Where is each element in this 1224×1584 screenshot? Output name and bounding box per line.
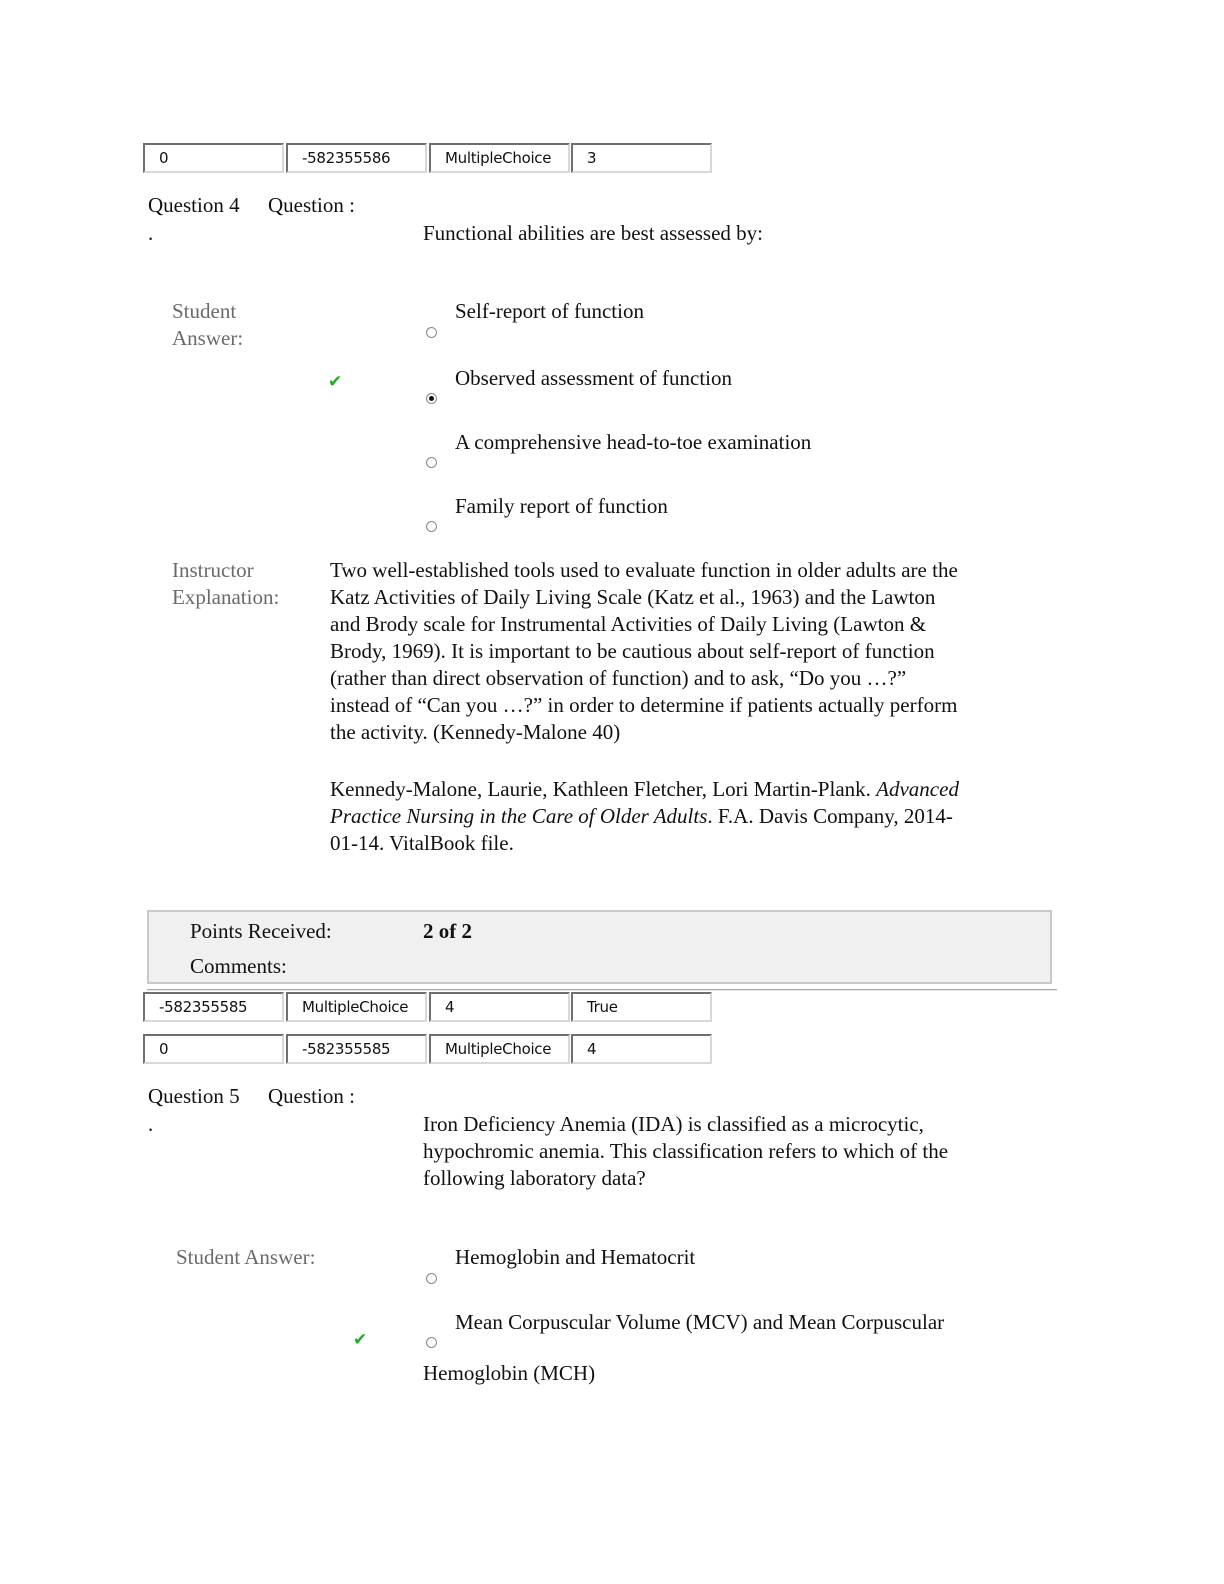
points-received-value: 2 of 2 [423, 919, 472, 943]
question-4-label: Question : [268, 193, 355, 217]
field-row1-col1[interactable]: 0 [143, 143, 284, 173]
field-row1-col2[interactable]: -582355586 [286, 143, 427, 173]
field-row2-col1[interactable]: -582355585 [143, 992, 284, 1022]
q4-option-3-radio[interactable] [426, 457, 437, 468]
field-row3-col1[interactable]: 0 [143, 1034, 284, 1064]
question-4-dot: . [148, 221, 154, 245]
field-row3-col4[interactable]: 4 [571, 1034, 712, 1064]
field-row2-col3[interactable]: 4 [429, 992, 570, 1022]
question-5-dot: . [148, 1112, 154, 1136]
q4-option-1-label: Self-report of function [455, 299, 644, 323]
q5-student-answer-label: Student Answer: [176, 1245, 316, 1269]
comments-label: Comments: [190, 954, 287, 978]
q5-option-1-radio[interactable] [426, 1273, 437, 1284]
q5-correct-check-icon: ✔ [353, 1330, 368, 1350]
q5-option-2-label: Mean Corpuscular Volume (MCV) and Mean Corpuscular [455, 1310, 945, 1334]
q4-option-1-radio[interactable] [426, 327, 437, 338]
field-row1-col4[interactable]: 3 [571, 143, 712, 173]
q4-option-4-radio[interactable] [426, 521, 437, 532]
q5-option-1-label: Hemoglobin and Hematocrit [455, 1245, 696, 1269]
q4-option-2-label: Observed assessment of function [455, 366, 733, 390]
question-5-text: Iron Deficiency Anemia (IDA) is classified as a microcytic, hypochromic anemia. This classification refers to which of the following laboratory data? [423, 1112, 949, 1190]
citation: Kennedy-Malone, Laurie, Kathleen Fletcher, Lori Martin-Plank. Advanced Practice Nursing in the Care of Older Adults. F.A. Davis Company, 2014- 01-14. VitalBook file. [330, 777, 959, 855]
question-4-text: Functional abilities are best assessed by: [423, 221, 764, 245]
q4-option-4-label: Family report of function [455, 494, 668, 518]
student-answer-label: Student Answer: [172, 299, 244, 350]
field-row2-col2[interactable]: MultipleChoice [286, 992, 427, 1022]
q4-option-3-label: A comprehensive head-to-toe examination [455, 430, 812, 454]
field-row3-col3[interactable]: MultipleChoice [429, 1034, 570, 1064]
question-4-number: Question 4 [148, 193, 240, 217]
field-row3-col2[interactable]: -582355585 [286, 1034, 427, 1064]
correct-check-icon: ✔ [328, 372, 343, 392]
instructor-explanation-label: Instructor Explanation: [172, 558, 280, 609]
q4-option-2-radio[interactable] [426, 393, 437, 404]
q5-option-2-radio[interactable] [426, 1337, 437, 1348]
field-row2-col4[interactable]: True [571, 992, 712, 1022]
points-received-label: Points Received: [190, 919, 332, 943]
question-5-number: Question 5 [148, 1084, 240, 1108]
question-5-label: Question : [268, 1084, 355, 1108]
field-row1-col3[interactable]: MultipleChoice [429, 143, 570, 173]
divider [147, 989, 1057, 991]
q5-option-2-label-continued: Hemoglobin (MCH) [423, 1361, 596, 1385]
instructor-explanation-text: Two well-established tools used to evaluate function in older adults are the Katz Activities of Daily Living Scale (Katz et al., 1963) and the Lawton and Brody scale for Instrumental Activities of Daily Living (Lawton & Brody, 1969). It is important to be cautious about self-report of function (rather than direct observation of function) and to ask, “Do you …?” instead of “Can you …?” in order to determine if patients actually perform the activity. (Kennedy-Malone 40) [330, 558, 958, 744]
